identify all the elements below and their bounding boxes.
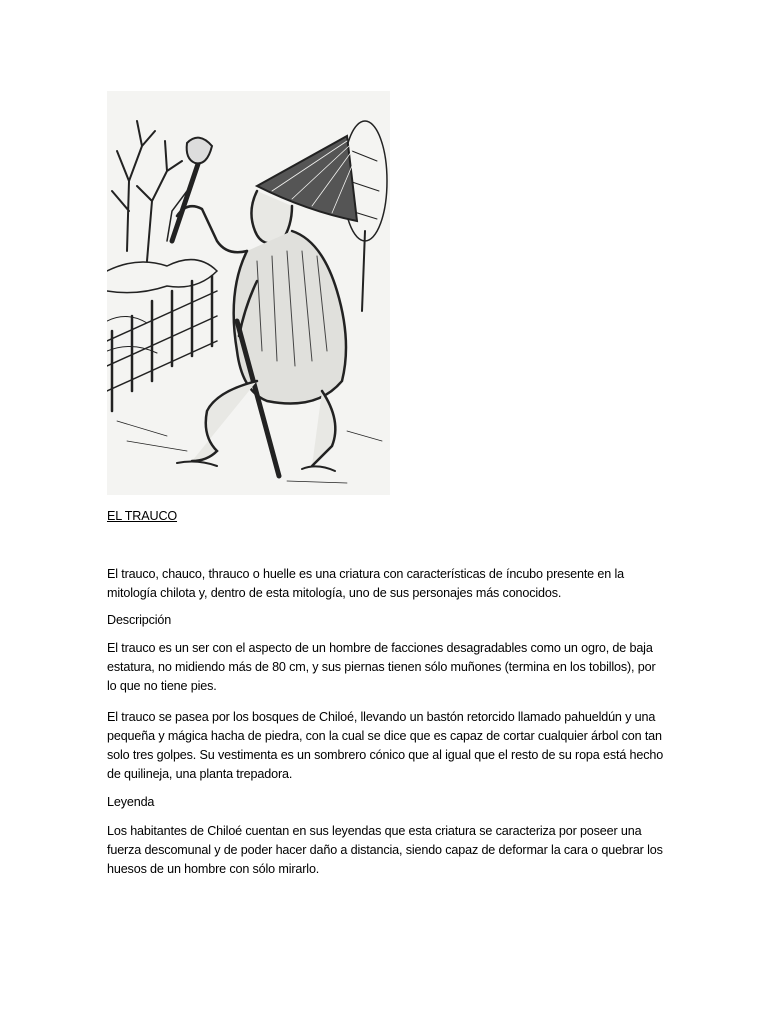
intro-paragraph: El trauco, chauco, thrauco o huelle es una criatura con características de íncubo presente en la mitología chilota y, dentro de esta mitología, uno de sus personajes más conocidos. <box>107 567 624 600</box>
description-paragraph-1: El trauco es un ser con el aspecto de un hombre de facciones desagradables como un ogro, de baja estatura, no midiendo más de 80 cm, y sus piernas tienen sólo muñones (termina en los tobillos), por lo que no tiene pies. <box>107 641 656 693</box>
section-heading-legend: Leyenda <box>107 795 155 809</box>
trauco-drawing <box>107 91 390 495</box>
trauco-illustration <box>107 91 390 495</box>
page-title: EL TRAUCO <box>107 509 178 523</box>
section-heading-description: Descripción <box>107 613 172 627</box>
legend-paragraph: Los habitantes de Chiloé cuentan en sus leyendas que esta criatura se caracteriza por poseer una fuerza descomunal y de poder hacer daño a distancia, siendo capaz de deformar la cara o quebrar los huesos de un hombre con sólo mirarlo. <box>107 824 663 876</box>
description-paragraph-2: El trauco se pasea por los bosques de Chiloé, llevando un bastón retorcido llamado pahueldún y una pequeña y mágica hacha de piedra, con la cual se dice que es capaz de cortar cualquier árbol con tan solo tres golpes. Su vestimenta es un sombrero cónico que al igual que el resto de su ropa está hecho de quilineja, una planta trepadora. <box>107 710 664 781</box>
